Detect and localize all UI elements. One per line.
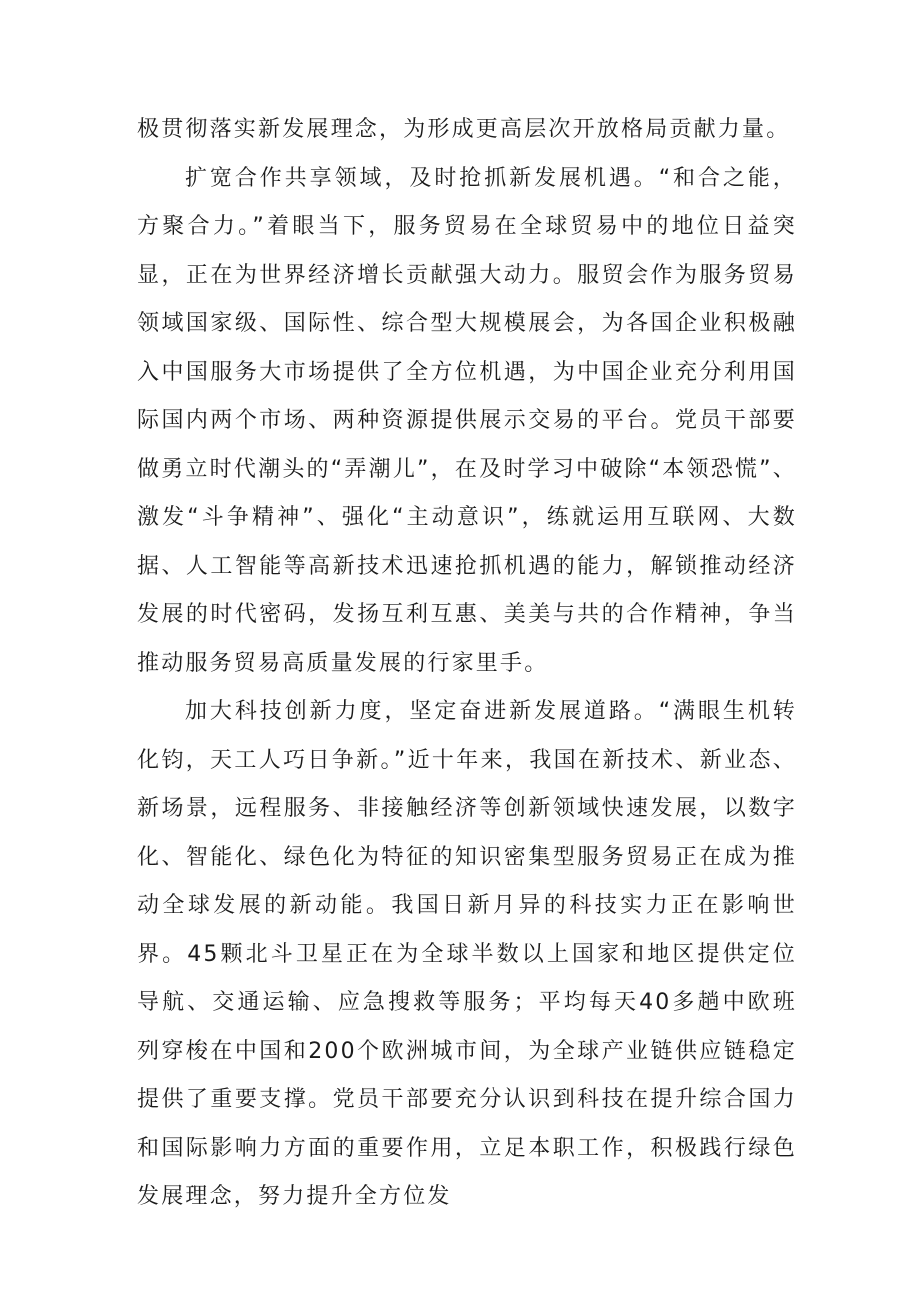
document-body <box>137 106 797 1222</box>
paragraph-cooperation: 扩宽合作共享领域，及时抢抓新发展机遇。“和合之能，方聚合力。”着眼当下，服务贸易在全球贸易中的地位日益突显，正在为世界经济增长贡献强大动力。服贸会作为服务贸易领域国家级、国际性、综合型大规模展会，为各国企业积极融入中国服务大市场提供了全方位机遇，为中国企业充分利用国际国内两个市场、两种资源提供展示交易的平台。党员干部要做勇立时代潮头的“弄潮儿”，在及时学习中破除“本领恐慌”、激发“斗争精神”、强化“主动意识”，练就运用互联网、大数据、人工智能等高新技术迅速抢抓机遇的能力，解锁推动经济发展的时代密码，发扬互利互惠、美美与共的合作精神，争当推动服务贸易高质量发展的行家里手。 <box>137 165 797 676</box>
paragraph-continuation: 极贯彻落实新发展理念，为形成更高层次开放格局贡献力量。 <box>137 117 791 142</box>
paragraph-innovation: 加大科技创新力度，坚定奋进新发展道路。“满眼生机转化钧，天工人巧日争新。”近十年来，我国在新技术、新业态、新场景，远程服务、非接触经济等创新领域快速发展，以数字化、智能化、绿色化为特征的知识密集型服务贸易正在成为推动全球发展的新动能。我国日新月异的科技实力正在影响世界。45颗北斗卫星正在为全球半数以上国家和地区提供定位导航、交通运输、应急搜救等服务；平均每天40多趟中欧班列穿梭在中国和200个欧洲城市间，为全球产业链供应链稳定提供了重要支撑。党员干部要充分认识到科技在提升综合国力和国际影响力方面的重要作用，立足本职工作，积极践行绿色发展理念，努力提升全方位发 <box>137 699 797 1209</box>
